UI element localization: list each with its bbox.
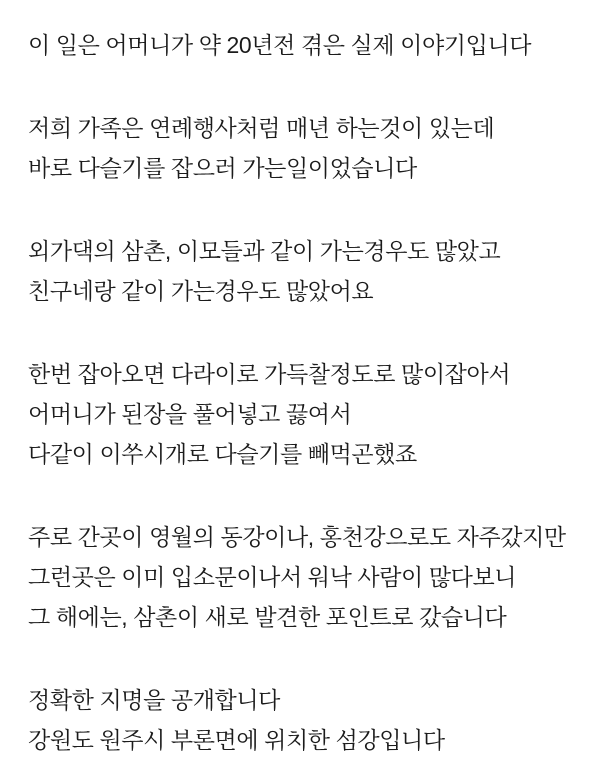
story-line: 다같이 이쑤시개로 다슬기를 빼먹곤했죠 (28, 441, 417, 467)
story-paragraph-locations (28, 517, 586, 637)
story-line: 한번 잡아오면 다라이로 가득찰정도로 많이잡아서 (28, 361, 511, 387)
story-paragraph-intro (28, 25, 586, 65)
story-line: 저희 가족은 연례행사처럼 매년 하는것이 있는데 (28, 115, 495, 141)
story-line: 바로 다슬기를 잡으러 가는일이었습니다 (28, 155, 417, 181)
story-paragraph-annual-event (28, 108, 586, 188)
story-line: 강원도 원주시 부론면에 위치한 섬강입니다 (28, 727, 445, 753)
story-paragraph-companions (28, 231, 586, 311)
story-line: 외가댁의 삼촌, 이모들과 같이 가는경우도 많았고 (28, 238, 501, 264)
story-line: 어머니가 된장을 풀어넣고 끓여서 (28, 401, 352, 427)
story-paragraph-place-reveal (28, 680, 586, 760)
story-line: 그런곳은 이미 입소문이나서 워낙 사람이 많다보니 (28, 564, 517, 590)
story-line: 주로 간곳이 영월의 동강이나, 홍천강으로도 자주갔지만 (28, 524, 566, 550)
story-line: 친구네랑 같이 가는경우도 많았어요 (28, 278, 374, 304)
story-line: 그 해에는, 삼촌이 새로 발견한 포인트로 갔습니다 (28, 604, 507, 630)
story-line: 정확한 지명을 공개합니다 (28, 687, 280, 713)
story-paragraph-cooking (28, 354, 586, 474)
story-line: 이 일은 어머니가 약 20년전 겪은 실제 이야기입니다 (28, 32, 532, 58)
